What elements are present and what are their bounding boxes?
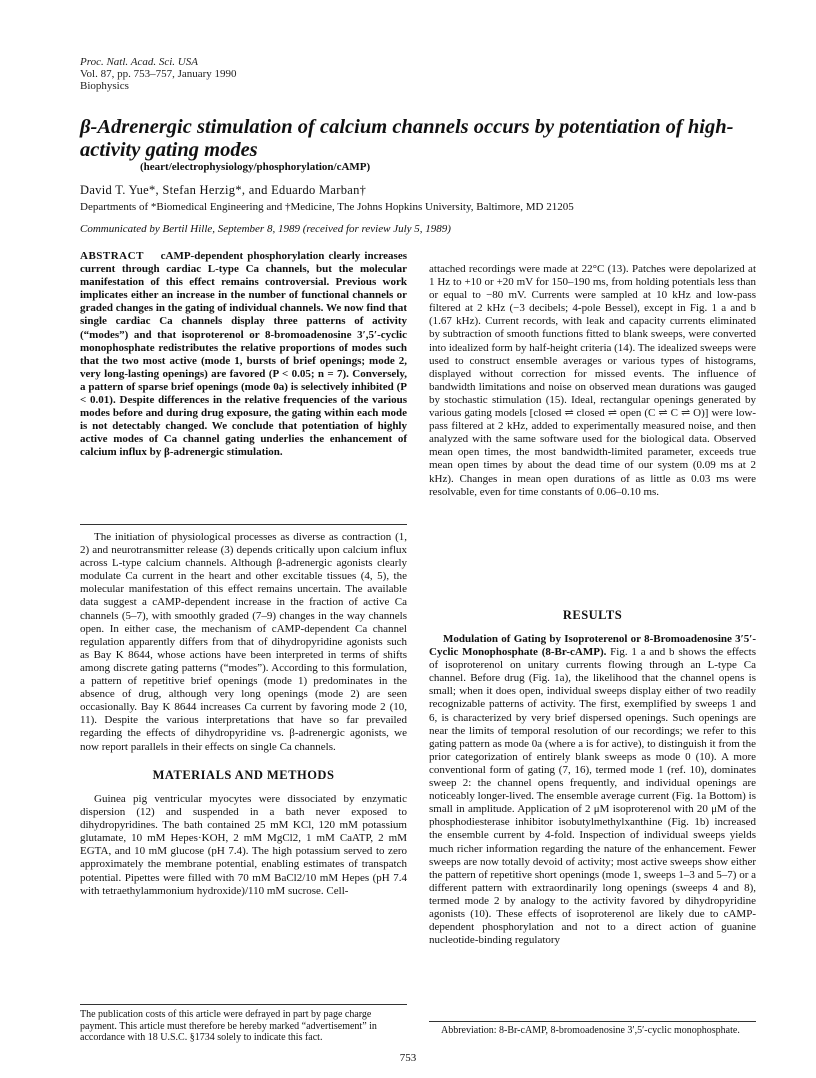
intro-paragraph: The initiation of physiological processes as diverse as contraction (1, 2) and neurotransmitter release (3) depends critically upon calcium influx across L-type calcium channels. Although β-adrenergic agonists clearly modulate Ca current in the heart and other excitable tissues (4, 5), the molecular manifestation of this effect remains uncertain. The available data suggest a cAMP-dependent increase in the fraction of active Ca channels (5–7), with smoothly graded (7–9) changes in the way channels open. In either case, the mechanism of cAMP-dependent Ca channel regulation apparently differs from that of dihydropyridine agonists such as Bay K 8644, whose actions have been interpreted in terms of shifts among discrete gating patterns (“modes”). According to this formulation, a pattern of repetitive brief openings (mode 1) predominates in the absence of drug, although very long openings (mode 2) are seen occasionally. Bay K 8644 increases Ca current by favoring mode 2 (10, 11). Despite the various interpretations that have so far prevailed regarding the effects of dihydropyridine vs. β-adrenergic agonists, we now report parallels in their effects on single Ca channels. xyxy=(80,531,407,753)
footnote: The publication costs of this article were defrayed in part by page charge payment. This article must therefore be hereby marked “advertisement” in accordance with 18 U.S.C. §1734 solely to indicate this fact. xyxy=(80,1009,377,1043)
methods-paragraph: Guinea pig ventricular myocytes were dissociated by enzymatic dispersion (12) and suspended in a bath never exposed to dihydropyridines. The bath contained 25 mM KCl, 120 mM potassium glutamate, 10 mM Hepes·KOH, 2 mM MgCl2, 1 mM CaATP, 2 mM EGTA, and 10 mM glucose (pH 7.4). The high potassium served to zero approximately the membrane potential, enabling estimates of transpatch potential. Pipettes were filled with 70 mM BaCl2/10 mM Hepes (pH 7.4 with tetraethylammonium hydroxide)/110 mM sucrose. Cell- xyxy=(80,793,407,897)
abbreviation-divider xyxy=(429,1021,756,1022)
article-title: β-Adrenergic stimulation of calcium channels occurs by potentiation of high-activity gating modes xyxy=(80,116,734,161)
abstract-label: ABSTRACT xyxy=(80,250,144,262)
communicated-by: Communicated by Bertil Hille, September 8, 1989 (received for review July 5, 1989) xyxy=(80,223,451,235)
affiliation: Departments of *Biomedical Engineering and †Medicine, The Johns Hopkins University, Baltimore, MD 21205 xyxy=(80,201,574,213)
methods-heading: MATERIALS AND METHODS xyxy=(152,768,335,782)
methods-continued xyxy=(429,263,756,499)
results-heading: RESULTS xyxy=(562,608,623,622)
introduction xyxy=(80,531,407,754)
methods-continued-paragraph: attached recordings were made at 22°C (13). Patches were depolarized at 1 Hz to +10 or +20 mV for 150–190 ms, from holding potentials less than or equal to −80 mV. Currents were sampled at 10 kHz and low-pass filtered at 2 kHz (−3 decibels; 4-pole Bessel), except in Fig. 1 a and b (1.67 kHz). Current records, with leak and capacity currents eliminated by subtraction of smooth functions fitted to blank sweeps, were converted into idealized form by half-height criteria (14). The idealized sweeps were used to construct ensemble averages or various types of histograms, displayed without correction for missed events. The influence of bandwidth limitations and noise on observed mean durations was gauged by stochastic stimulation (15). Ideal, rectangular openings generated by various gating models [closed ⇌ closed ⇌ open (C ⇌ C ⇌ O)] were low-pass filtered at 2 kHz, added to experimentally measured noise, and then analyzed with the same software used for the biological data. Observed mean open times, the most bandwidth-limited parameter, exceeds true mean open times by about the dead time of our system (0.09 ms at 2 kHz). Changes in mean open durations of as little as 0.03 ms were resolvable, even for time constants of 0.06–0.10 ms. xyxy=(429,263,756,498)
footnote-divider xyxy=(80,1004,407,1005)
results xyxy=(429,633,756,947)
journal-volume: Vol. 87, pp. 753–757, January 1990 xyxy=(80,68,237,80)
keywords: (heart/electrophysiology/phosphorylation/cAMP) xyxy=(140,161,371,173)
journal-header xyxy=(80,56,237,92)
journal-section: Biophysics xyxy=(80,80,129,92)
journal-name: Proc. Natl. Acad. Sci. USA xyxy=(80,56,198,68)
abbreviation-note: Abbreviation: 8-Br-cAMP, 8-bromoadenosine 3′,5′-cyclic monophosphate. xyxy=(441,1025,740,1036)
page-number: 753 xyxy=(399,1052,417,1064)
authors: David T. Yue*, Stefan Herzig*, and Eduardo Marban† xyxy=(80,183,367,197)
results-text: Fig. 1 a and b shows the effects of isoproterenol on unitary currents flowing through an L-type Ca channel. Before drug (Fig. 1a), the likelihood that the channel opens is small; when it does open, individual sweeps display either of two readily recognizable patterns of activity. The first, exemplified by sweeps 1 and 6, is characterized by very brief dispersed openings. Such openings are near the limits of temporal resolution of our recordings; we refer to this gating pattern as mode 0a (where a is for active), to distinguish it from the prior categorization of entirely blank sweeps as mode 0 (10). A more conventional form of gating (7, 16), termed mode 1 (ref. 10), dominates sweep 2: the channel opens frequently, and individual openings are noticeably longer-lived. The ensemble average current (Fig. 1a Bottom) is small in amplitude. Application of 2 μM isoproterenol with 20 μM of the phosphodiesterase inhibitor isobutylmethylxanthine (Fig. 1b) increased the ensemble current by 4-fold. Inspection of individual sweeps yields much richer information regarding the nature of the enhancement. Fewer sweeps are now totally devoid of activity; most active sweeps show either the pattern of repetitive short openings (mode 1, sweeps 1–3 and 5–7) or a different pattern with extraordinarily long openings (sweeps 4 and 8), termed mode 2 by analogy to the activity favored by dihydropyridine agonists (10). These effects of isoproterenol are likely due to cAMP-dependent phosphorylation and not to a direct action of guanine nucleotide-binding regulatory xyxy=(429,646,757,947)
results-subheading: Modulation of Gating by Isoproterenol or 8-Bromoadenosine 3′5′-Cyclic Monophosphate (8-Br-cAMP). xyxy=(429,633,756,659)
abstract-text: cAMP-dependent phosphorylation clearly increases current through cardiac L-type Ca channels, but the molecular manifestation of this effect remains controversial. Previous work implicates either an increase in the number of functional channels or graded changes in the gating of individual channels. We now find that single cardiac Ca channels display three patterns of activity (“modes”) and that isoproterenol or 8-bromoadenosine 3′,5′-cyclic monophosphate redistributes the relative proportions of modes such that the two most active (mode 1, bursts of brief openings; mode 2, very long-lasting openings) are favored (P < 0.05; n = 7). Conversely, a pattern of sparse brief openings (mode 0a) is selectively inhibited (P < 0.01). Despite differences in the relative frequencies of the various modes before and during drug exposure, the gating within each mode is not detectably changed. We conclude that potentiation of highly active modes of Ca channel gating underlies the enhancement of calcium influx by β-adrenergic stimulation. xyxy=(80,250,408,459)
abstract-divider xyxy=(80,524,407,525)
abstract xyxy=(80,250,407,460)
methods xyxy=(80,793,407,898)
